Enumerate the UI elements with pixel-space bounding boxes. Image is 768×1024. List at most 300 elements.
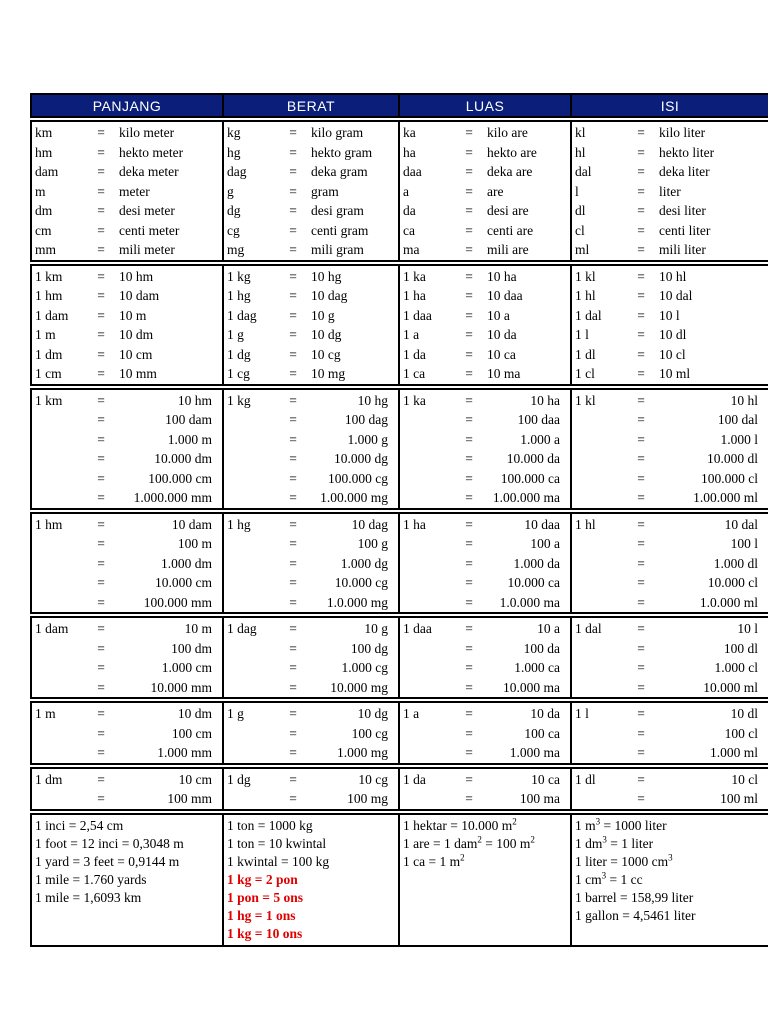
unit-value: 100 dg: [350, 640, 388, 656]
unit-value: 1.00.000 ma: [492, 490, 560, 505]
conversion-line: [32, 554, 222, 574]
unit-value: 1.000 g: [347, 431, 388, 447]
unit-value: 10 hm: [177, 392, 212, 408]
unit-value: 10 hl: [730, 392, 758, 408]
note-line: [35, 835, 219, 853]
line-block: [572, 769, 768, 809]
unit-value: 10 da: [530, 706, 560, 721]
unit-value: 10 dl: [730, 706, 758, 721]
line-block: [572, 266, 768, 384]
unit-value: 10 ml: [659, 366, 691, 381]
equals-sign: =: [289, 575, 297, 590]
note-exponent: 2: [512, 816, 517, 826]
equals-sign: =: [97, 431, 105, 447]
conversion-line: [400, 345, 570, 365]
note-text: 1 foot = 12 inci = 0,3048 m: [35, 835, 184, 851]
conversion-line: [32, 704, 222, 724]
equals-sign: =: [465, 575, 473, 590]
unit-value: 10 cl: [659, 346, 686, 362]
conversion-line: [224, 430, 398, 450]
unit-value: 100 mm: [167, 791, 212, 806]
section-row-2: [31, 265, 768, 385]
note-text: 1 kg = 10 ons: [227, 925, 303, 941]
note-text: 1 kg = 2 pon: [227, 871, 298, 887]
conversion-line: [572, 162, 768, 182]
unit-value: 10 mg: [311, 366, 346, 381]
unit-label: g: [227, 183, 234, 199]
equals-sign: =: [97, 412, 105, 427]
unit-value: 1.000 ma: [509, 745, 560, 760]
conversion-line: [32, 658, 222, 678]
conversion-line: [224, 201, 398, 221]
conversion-line: [32, 743, 222, 763]
conversion-line: [400, 704, 570, 724]
unit-label: 1 m: [35, 706, 56, 721]
unit-value: 100 cm: [171, 725, 212, 741]
unit-label: 1 da: [403, 771, 426, 787]
unit-label: kg: [227, 125, 241, 140]
equals-sign: =: [289, 451, 297, 466]
cell-luas-6: [399, 702, 571, 764]
conversion-line: [400, 182, 570, 202]
unit-label: da: [403, 203, 416, 218]
unit-value: 100 daa: [517, 412, 560, 427]
equals-sign: =: [289, 516, 297, 532]
note-text: 1 cm: [575, 871, 602, 887]
conversion-line: [32, 364, 222, 384]
unit-label: 1 cm: [35, 366, 62, 381]
unit-value: are: [487, 183, 504, 199]
unit-value: 100.000 mm: [143, 594, 212, 610]
equals-sign: =: [465, 222, 473, 238]
cell-isi-3: [571, 389, 768, 509]
equals-sign: =: [289, 791, 297, 806]
line-block: [400, 769, 570, 809]
cell-panjang-6: [31, 702, 223, 764]
note-text-tail: = 1 cc: [606, 871, 643, 887]
unit-value: kilo gram: [311, 125, 364, 140]
line-block: [400, 390, 570, 508]
equals-sign: =: [465, 745, 473, 760]
unit-value: 10 ma: [487, 366, 521, 381]
highlight-note: [227, 907, 395, 925]
equals-sign: =: [97, 125, 105, 140]
note-line: [227, 853, 395, 871]
equals-sign: =: [97, 555, 105, 571]
conversion-line: [224, 770, 398, 790]
equals-sign: =: [97, 288, 105, 303]
conversion-line: [572, 267, 768, 287]
cell-luas-7: [399, 768, 571, 810]
note-line: [35, 871, 219, 889]
conversion-line: [32, 306, 222, 326]
conversion-line: [572, 221, 768, 241]
equals-sign: =: [289, 307, 297, 323]
line-block: [32, 769, 222, 809]
conversion-line: [400, 573, 570, 593]
conversion-line: [224, 182, 398, 202]
conversion-line: [224, 449, 398, 469]
equals-sign: =: [637, 183, 645, 199]
equals-sign: =: [637, 536, 645, 551]
unit-value: 100.000 cl: [701, 470, 758, 486]
note-line: [403, 817, 567, 835]
unit-value: 1.000 dg: [340, 555, 388, 571]
conversion-line: [572, 639, 768, 659]
unit-label: l: [575, 183, 579, 199]
line-block: [400, 122, 570, 260]
unit-label: cg: [227, 222, 240, 238]
unit-value: 1.000 a: [520, 431, 560, 447]
cell-panjang-1: [31, 121, 223, 261]
conversion-line: [224, 724, 398, 744]
unit-value: 1.000 cm: [161, 660, 212, 675]
equals-sign: =: [289, 183, 297, 199]
equals-sign: =: [637, 640, 645, 656]
note-line: [575, 853, 765, 871]
section-row-4: [31, 513, 768, 614]
line-block: [224, 703, 398, 763]
equals-sign: =: [465, 771, 473, 787]
equals-sign: =: [97, 725, 105, 741]
line-block: [224, 266, 398, 384]
equals-sign: =: [637, 144, 645, 160]
conversion-sheet: [30, 93, 768, 941]
cell-berat-5: [223, 617, 399, 698]
equals-sign: =: [97, 268, 105, 284]
unit-label: mm: [35, 242, 57, 257]
unit-value: 10 a: [487, 307, 510, 323]
equals-sign: =: [97, 745, 105, 760]
unit-label: dam: [35, 164, 59, 179]
unit-value: 1.000 cl: [714, 660, 758, 675]
equals-sign: =: [637, 307, 645, 323]
equals-sign: =: [97, 516, 105, 532]
equals-sign: =: [97, 164, 105, 179]
unit-label: 1 daa: [403, 621, 432, 636]
unit-value: desi liter: [659, 203, 706, 218]
unit-label: 1 dg: [227, 346, 251, 362]
unit-value: 10 g: [364, 621, 388, 636]
unit-value: 10 hl: [659, 268, 687, 284]
note-tail-exponent: 2: [530, 834, 535, 844]
conversion-line: [572, 658, 768, 678]
unit-value: centi gram: [311, 222, 369, 238]
unit-label: 1 m: [35, 327, 56, 342]
equals-sign: =: [97, 490, 105, 505]
unit-label: 1 g: [227, 706, 244, 721]
conversion-line: [572, 678, 768, 698]
line-block: [400, 618, 570, 697]
equals-sign: =: [465, 536, 473, 551]
unit-value: 10 dal: [659, 288, 693, 303]
equals-sign: =: [465, 516, 473, 532]
line-block: [572, 390, 768, 508]
unit-value: 10.000 cl: [707, 575, 758, 590]
conversion-line: [32, 770, 222, 790]
equals-sign: =: [465, 555, 473, 571]
conversion-line: [572, 391, 768, 411]
conversion-line: [32, 345, 222, 365]
conversion-line: [400, 770, 570, 790]
note-text: 1 ca = 1 m: [403, 853, 461, 869]
unit-label: hl: [575, 144, 586, 160]
conversion-line: [400, 639, 570, 659]
unit-label: 1 hg: [227, 516, 251, 532]
conversion-line: [572, 410, 768, 430]
note-text: 1 yard = 3 feet = 0,9144 m: [35, 853, 180, 869]
unit-label: cl: [575, 222, 585, 238]
equals-sign: =: [637, 706, 645, 721]
unit-value: 10.000 ca: [507, 575, 560, 590]
conversion-line: [400, 410, 570, 430]
conversion-line: [400, 162, 570, 182]
note-line: [575, 907, 765, 925]
conversion-line: [572, 240, 768, 260]
unit-label: 1 dam: [35, 621, 69, 636]
equals-sign: =: [97, 392, 105, 408]
conversion-line: [400, 488, 570, 508]
equals-sign: =: [97, 594, 105, 610]
note-line: [35, 817, 219, 835]
unit-value: deka liter: [659, 164, 710, 179]
cell-berat-7: [223, 768, 399, 810]
equals-sign: =: [465, 621, 473, 636]
unit-label: dal: [575, 164, 592, 179]
unit-value: 1.000 cg: [341, 660, 388, 675]
conversion-line: [224, 364, 398, 384]
conversion-line: [572, 364, 768, 384]
equals-sign: =: [637, 594, 645, 610]
equals-sign: =: [465, 412, 473, 427]
equals-sign: =: [637, 242, 645, 257]
unit-label: 1 hl: [575, 288, 596, 303]
unit-value: liter: [659, 183, 681, 199]
equals-sign: =: [97, 222, 105, 238]
equals-sign: =: [465, 203, 473, 218]
unit-value: 1.00.000 mg: [320, 490, 388, 505]
unit-value: kilo meter: [119, 125, 175, 140]
equals-sign: =: [637, 431, 645, 447]
unit-value: gram: [311, 183, 339, 199]
unit-label: 1 dag: [227, 621, 257, 636]
unit-value: 10 hm: [119, 268, 154, 284]
conversion-line: [400, 449, 570, 469]
conversion-line: [400, 743, 570, 763]
cell-berat-3: [223, 389, 399, 509]
conversion-line: [32, 430, 222, 450]
unit-value: 100 ma: [519, 791, 560, 806]
unit-value: deka gram: [311, 164, 368, 179]
equals-sign: =: [289, 536, 297, 551]
equals-sign: =: [465, 679, 473, 695]
equals-sign: =: [97, 470, 105, 486]
unit-label: 1 dam: [35, 307, 69, 323]
conversion-line: [224, 534, 398, 554]
equals-sign: =: [289, 725, 297, 741]
equals-sign: =: [289, 490, 297, 505]
equals-sign: =: [637, 490, 645, 505]
conversion-line: [400, 364, 570, 384]
unit-value: mili meter: [119, 242, 175, 257]
unit-value: 100 m: [177, 536, 212, 551]
unit-label: kl: [575, 125, 586, 140]
conversion-line: [572, 573, 768, 593]
unit-value: 100 l: [730, 536, 758, 551]
conversion-line: [32, 573, 222, 593]
conversion-line: [224, 345, 398, 365]
unit-value: 10.000 da: [506, 451, 560, 466]
conversion-line: [400, 325, 570, 345]
equals-sign: =: [97, 451, 105, 466]
cell-panjang-2: [31, 265, 223, 385]
unit-value: mili liter: [659, 242, 706, 257]
unit-label: 1 hg: [227, 288, 251, 303]
header-luas: LUAS: [399, 94, 571, 117]
equals-sign: =: [637, 791, 645, 806]
conversion-line: [224, 240, 398, 260]
unit-value: kilo are: [487, 125, 528, 140]
conversion-line: [224, 391, 398, 411]
equals-sign: =: [465, 431, 473, 447]
conversion-line: [572, 770, 768, 790]
note-line: [227, 835, 395, 853]
line-block: [32, 703, 222, 763]
unit-value: 10 dam: [119, 288, 160, 303]
conversion-line: [400, 240, 570, 260]
unit-value: hekto meter: [119, 144, 184, 160]
table-body: [31, 94, 768, 946]
conversion-line: [400, 221, 570, 241]
unit-value: 10 dg: [357, 706, 388, 721]
equals-sign: =: [97, 242, 105, 257]
notes-list: [572, 815, 768, 927]
unit-value: desi are: [487, 203, 529, 218]
note-line: [575, 871, 765, 889]
equals-sign: =: [97, 307, 105, 323]
equals-sign: =: [465, 125, 473, 140]
conversion-line: [400, 658, 570, 678]
equals-sign: =: [637, 125, 645, 140]
unit-label: dm: [35, 203, 53, 218]
line-block: [572, 514, 768, 613]
unit-label: 1 km: [35, 392, 63, 408]
conversion-line: [32, 201, 222, 221]
conversion-line: [572, 345, 768, 365]
unit-label: 1 ha: [403, 288, 426, 303]
conversion-line: [224, 515, 398, 535]
equals-sign: =: [637, 516, 645, 532]
unit-value: 100 da: [523, 640, 560, 656]
conversion-line: [400, 619, 570, 639]
equals-sign: =: [637, 745, 645, 760]
highlight-note: [227, 889, 395, 907]
unit-label: dl: [575, 203, 586, 218]
conversion-line: [224, 123, 398, 143]
conversion-line: [572, 430, 768, 450]
conversion-line: [572, 201, 768, 221]
conversion-line: [572, 488, 768, 508]
conversion-line: [224, 162, 398, 182]
section-row-5: [31, 617, 768, 698]
unit-value: 10 l: [737, 621, 758, 636]
conversion-line: [224, 488, 398, 508]
equals-sign: =: [289, 555, 297, 571]
unit-label: a: [403, 183, 409, 199]
conversion-line: [400, 123, 570, 143]
unit-label: 1 daa: [403, 307, 432, 323]
unit-label: hm: [35, 144, 53, 160]
unit-value: 1.000 mg: [336, 745, 388, 760]
unit-value: centi meter: [119, 222, 180, 238]
note-text: 1 kwintal = 100 kg: [227, 853, 330, 869]
conversion-line: [572, 469, 768, 489]
note-exponent: 2: [477, 834, 482, 844]
cell-isi-5: [571, 617, 768, 698]
unit-label: 1 kg: [227, 392, 251, 408]
conversion-line: [572, 554, 768, 574]
equals-sign: =: [637, 288, 645, 303]
unit-value: 10 ha: [487, 268, 517, 284]
equals-sign: =: [637, 164, 645, 179]
conversion-line: [572, 306, 768, 326]
notes-list: [400, 815, 570, 873]
cell-isi-1: [571, 121, 768, 261]
unit-value: 10 a: [537, 621, 560, 636]
equals-sign: =: [465, 164, 473, 179]
header-panjang: PANJANG: [31, 94, 223, 117]
equals-sign: =: [465, 242, 473, 257]
unit-label: 1 dl: [575, 346, 596, 362]
conversion-line: [400, 391, 570, 411]
conversion-line: [32, 182, 222, 202]
equals-sign: =: [289, 771, 297, 787]
equals-sign: =: [289, 327, 297, 342]
equals-sign: =: [465, 288, 473, 303]
unit-label: 1 ka: [403, 268, 426, 284]
unit-value: desi gram: [311, 203, 364, 218]
header-row: [31, 94, 768, 117]
unit-label: ca: [403, 222, 415, 238]
unit-value: 100 ca: [524, 725, 560, 741]
line-block: [224, 618, 398, 697]
conversion-line: [32, 619, 222, 639]
unit-label: 1 a: [403, 327, 420, 342]
line-block: [400, 266, 570, 384]
unit-label: 1 hl: [575, 516, 596, 532]
cell-luas-4: [399, 513, 571, 614]
conversion-line: [224, 593, 398, 613]
equals-sign: =: [289, 431, 297, 447]
note-line: [403, 835, 567, 853]
unit-label: m: [35, 183, 46, 199]
equals-sign: =: [289, 288, 297, 303]
conversion-line: [224, 221, 398, 241]
cell-isi-6: [571, 702, 768, 764]
equals-sign: =: [465, 144, 473, 160]
notes-row: [31, 814, 768, 946]
unit-value: 1.00.000 ml: [693, 490, 758, 505]
unit-value: 1.000 da: [513, 555, 560, 571]
unit-label: 1 hm: [35, 516, 63, 532]
note-text: 1 mile = 1.760 yards: [35, 871, 147, 887]
equals-sign: =: [637, 268, 645, 284]
unit-value: 10.000 ml: [703, 679, 758, 695]
equals-sign: =: [637, 621, 645, 636]
note-line: [35, 889, 219, 907]
equals-sign: =: [97, 346, 105, 362]
unit-label: ml: [575, 242, 590, 257]
